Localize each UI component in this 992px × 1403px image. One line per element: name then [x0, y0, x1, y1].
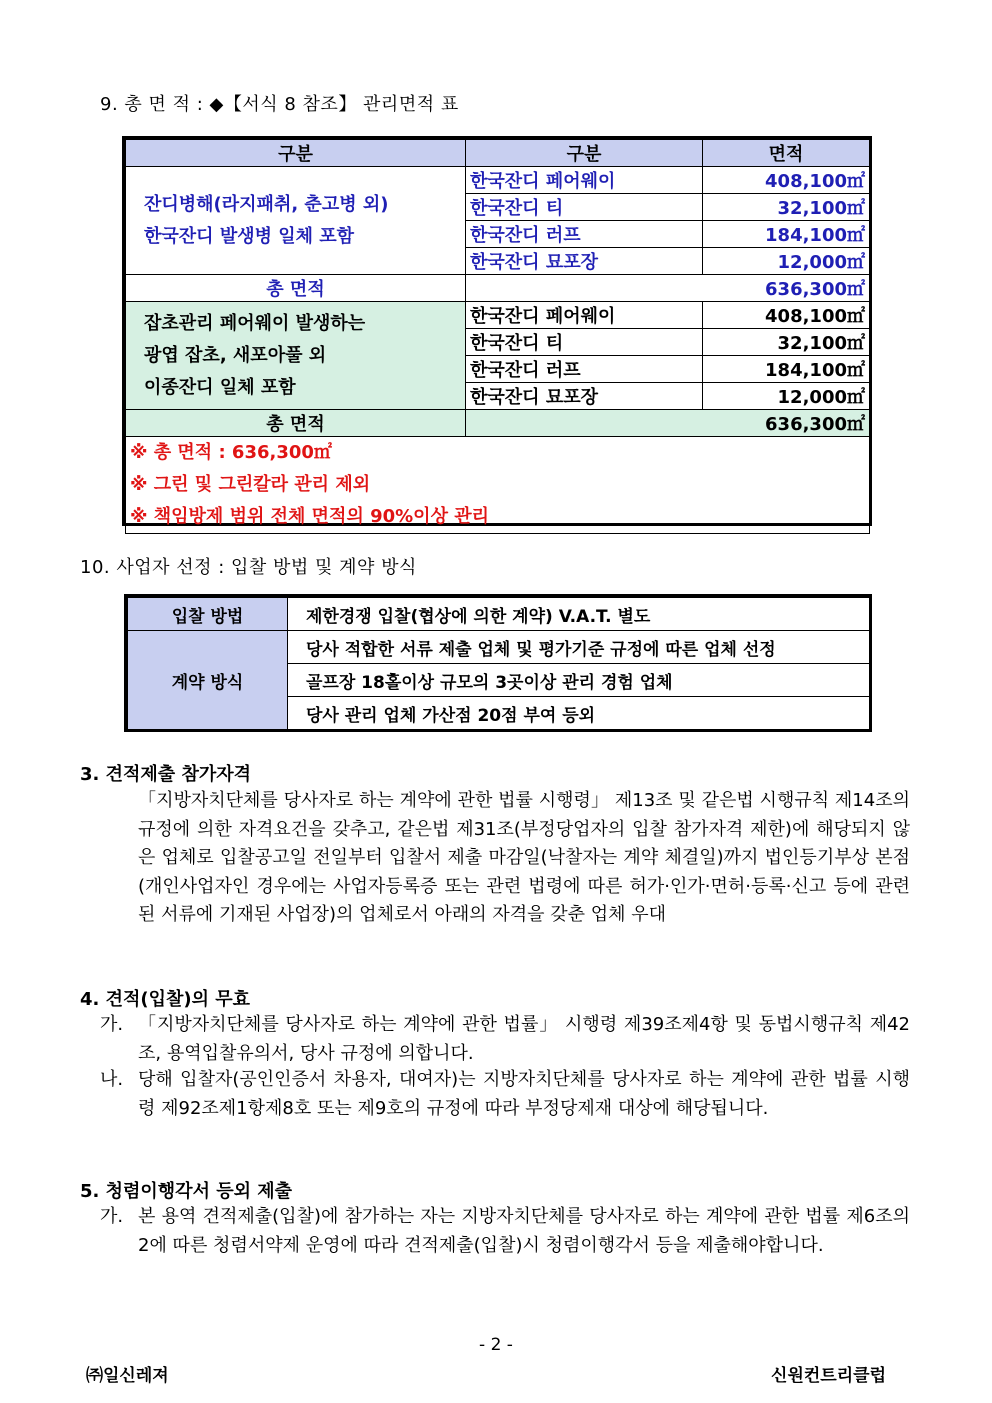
section-9-rest: ◆【서식 8 참조】 관리면적 표	[209, 94, 459, 115]
group2-row-name: 한국잔디 러프	[466, 356, 703, 383]
bid-method-label: 입찰 방법	[128, 598, 288, 631]
group1-desc-line2: 한국잔디 발생병 일체 포함	[144, 225, 355, 247]
group2-row-area: 12,000㎡	[703, 383, 870, 410]
group2-row-area: 408,100㎡	[703, 302, 870, 329]
contract-method-value: 당사 관리 업체 가산점 20점 부여 등외	[288, 697, 870, 730]
section-3-title: 3. 견적제출 참가자격	[80, 764, 251, 785]
group2-row-area: 32,100㎡	[703, 329, 870, 356]
group1-row-name: 한국잔디 묘포장	[466, 248, 703, 275]
area-table-header-category: 구분	[126, 140, 466, 167]
group1-row-area: 12,000㎡	[703, 248, 870, 275]
area-table-header-area: 면적	[703, 140, 870, 167]
contract-method-label: 계약 방식	[128, 631, 288, 730]
item-text: 당해 입찰자(공인인증서 차용자, 대여자)는 지방자치단체를 당사자로 하는 계약에 관한 법률 시행령 제92조제1항제8호 또는 제9호의 규정에 따라 부정당제재 대상에 해당됩니다.	[138, 1069, 910, 1119]
section-5-title: 5. 청렴이행각서 등외 제출	[80, 1181, 293, 1202]
area-table-header-subcategory: 구분	[466, 140, 703, 167]
section-4-item	[100, 1011, 910, 1068]
group2-total-label: 총 면적	[126, 410, 466, 437]
group2-row-name: 한국잔디 티	[466, 329, 703, 356]
group1-row-name: 한국잔디 페어웨이	[466, 167, 703, 194]
area-table-notes	[126, 437, 870, 534]
contract-method-value: 당사 적합한 서류 제출 업체 및 평가기준 규정에 따른 업체 선정	[288, 631, 870, 664]
item-label: 나.	[100, 1069, 124, 1090]
section-4-item	[100, 1066, 910, 1123]
note-line: ※ 총 면적 : 636,300㎡	[130, 442, 332, 463]
note-line: ※ 그린 및 그린칼라 관리 제외	[130, 474, 371, 495]
group1-row-name: 한국잔디 티	[466, 194, 703, 221]
group1-total-value: 636,300㎡	[466, 275, 870, 302]
note-line: ※ 책임방제 범위 전체 면적의 90%이상 관리	[130, 506, 490, 527]
section-4-title: 4. 견적(입찰)의 무효	[80, 989, 251, 1010]
section-3-body: 「지방자치단체를 당사자로 하는 계약에 관한 법률 시행령」 제13조 및 같은법 시행규칙 제14조의 규정에 의한 자격요건을 갖추고, 같은법 제31조(부정당업자의 입찰 참가자격 제한)에 해당되지 않은 업체로 입찰공고일 전일부터 입찰서 제출 마감일(낙찰자는 계약 체결일)까지 법인등기부상 본점(개인사업자인 경우에는 사업자등록증 또는 관련 법령에 따른 허가·인가·면허·등록·신고 등에 관련된 서류에 기재된 사업장)의 업체로서 아래의 자격을 갖춘 업체 우대	[138, 790, 910, 925]
page-number: - 2 -	[479, 1335, 513, 1355]
section-9-label: 9. 총 면 적 :	[100, 94, 204, 115]
section-9-heading	[100, 90, 459, 116]
section-5-item	[100, 1203, 910, 1260]
group2-description	[126, 302, 466, 410]
group2-total-value: 636,300㎡	[466, 410, 870, 437]
section-10-heading: 10. 사업자 선정 : 입찰 방법 및 계약 방식	[80, 557, 417, 578]
group2-row-area: 184,100㎡	[703, 356, 870, 383]
contract-method-value: 골프장 18홀이상 규모의 3곳이상 관리 경험 업체	[288, 664, 870, 697]
group1-description	[126, 167, 466, 275]
group2-desc-line3: 이종잔디 일체 포함	[144, 376, 296, 398]
area-table	[122, 136, 872, 526]
bid-table	[124, 594, 872, 732]
group1-row-area: 32,100㎡	[703, 194, 870, 221]
item-label: 가.	[100, 1206, 124, 1227]
bid-method-value: 제한경쟁 입찰(협상에 의한 계약) V.A.T. 별도	[288, 598, 870, 631]
group2-row-name: 한국잔디 묘포장	[466, 383, 703, 410]
group2-desc-line2: 광엽 잡초, 새포아풀 외	[144, 344, 327, 366]
group1-desc-line1: 잔디병해(라지패취, 춘고병 외)	[144, 193, 389, 215]
group2-row-name: 한국잔디 페어웨이	[466, 302, 703, 329]
group1-row-area: 184,100㎡	[703, 221, 870, 248]
item-text: 본 용역 견적제출(입찰)에 참가하는 자는 지방자치단체를 당사자로 하는 계약에 관한 법률 제6조의2에 따른 청렴서약제 운영에 따라 견적제출(입찰)시 청렴이행각서 등을 제출해야합니다.	[138, 1206, 910, 1256]
footer-company-right: 신원컨트리클럽	[771, 1366, 886, 1386]
footer-company-left: ㈜일신레져	[86, 1366, 169, 1386]
group2-desc-line1: 잡초관리 페어웨이 발생하는	[144, 312, 366, 334]
group1-row-area: 408,100㎡	[703, 167, 870, 194]
group1-total-label: 총 면적	[126, 275, 466, 302]
item-text: 「지방자치단체를 당사자로 하는 계약에 관한 법률」 시행령 제39조제4항 및 동법시행규칙 제42조, 용역입찰유의서, 당사 규정에 의합니다.	[138, 1014, 910, 1064]
group1-row-name: 한국잔디 러프	[466, 221, 703, 248]
item-label: 가.	[100, 1014, 124, 1035]
